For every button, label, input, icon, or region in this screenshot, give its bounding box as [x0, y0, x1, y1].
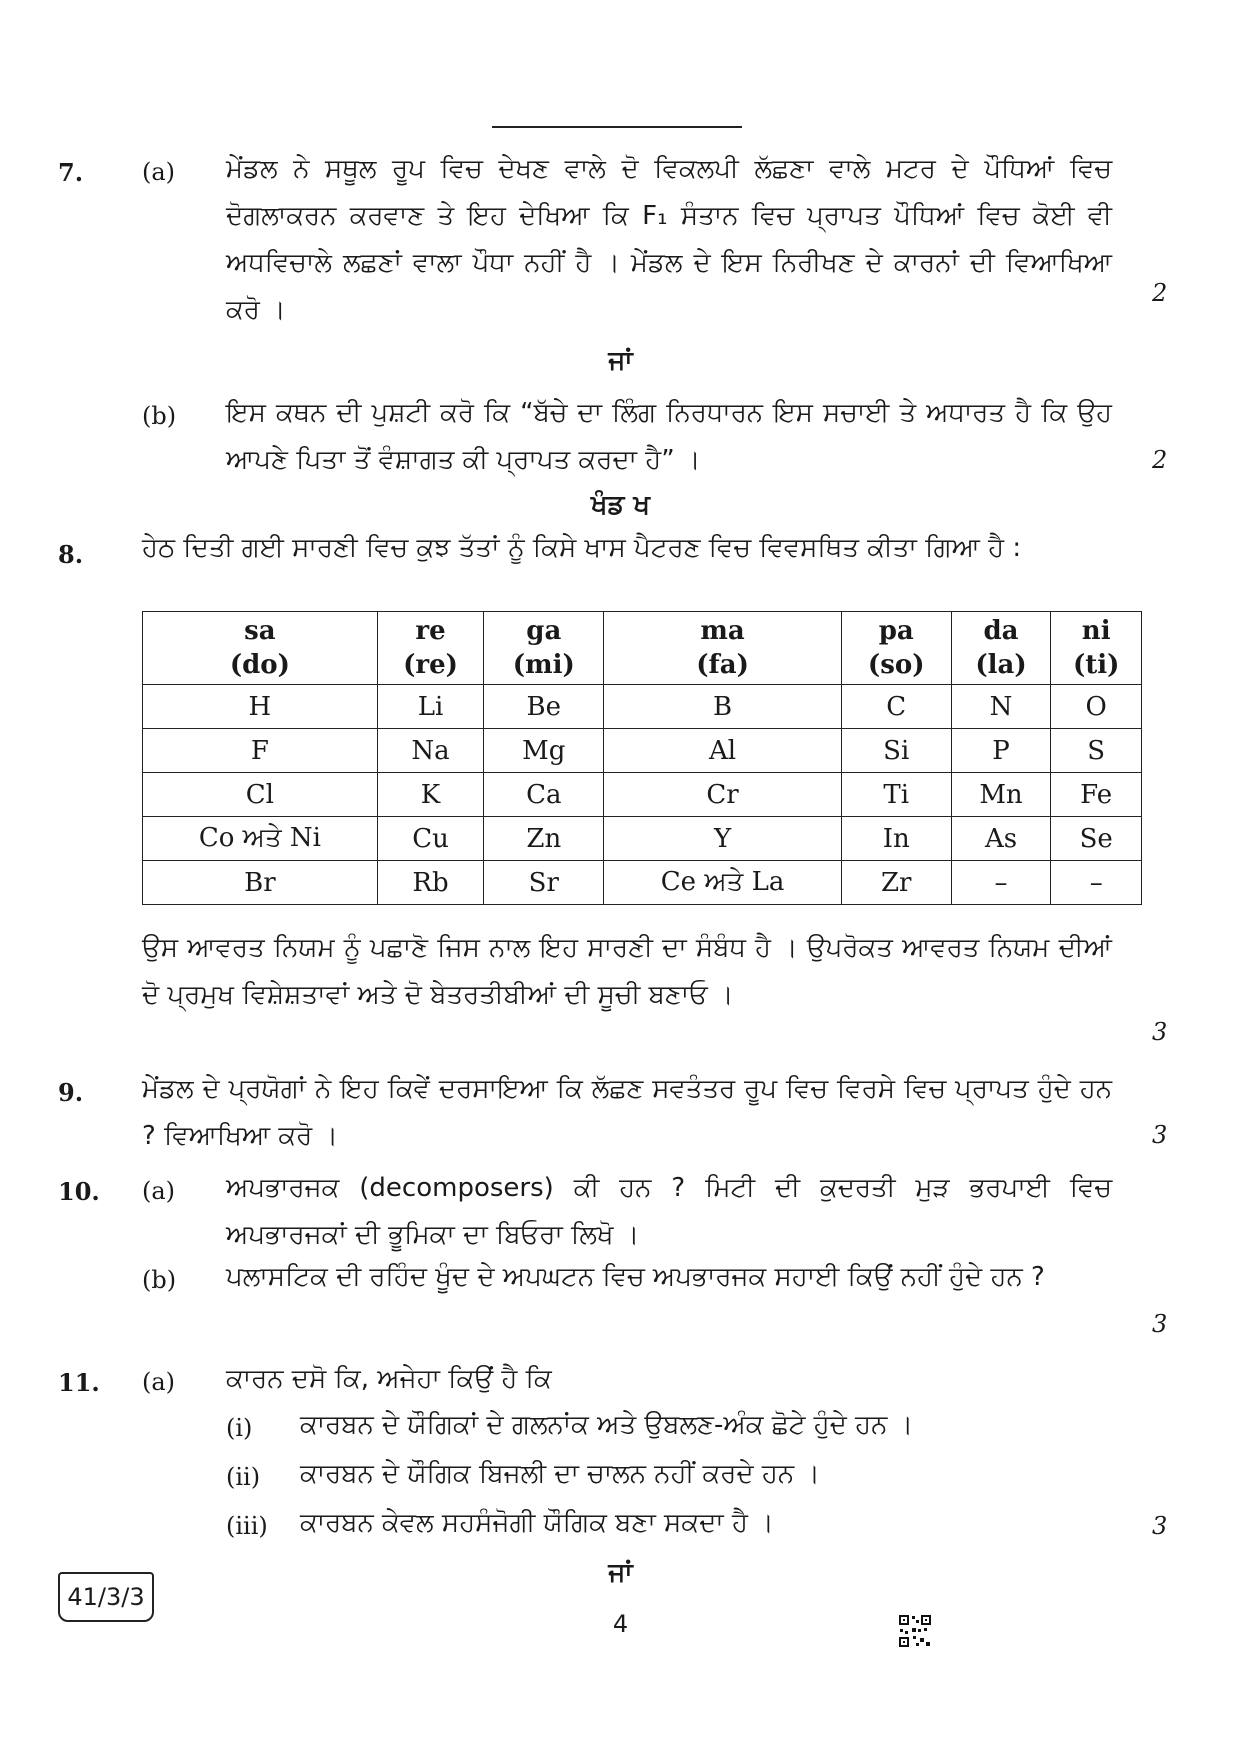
table-cell: Ti — [841, 773, 951, 817]
question-number: 7. — [58, 158, 84, 187]
table-cell: Cl — [143, 773, 378, 817]
question-number: 8. — [58, 540, 84, 569]
table-cell: Cr — [604, 773, 842, 817]
table-row — [143, 817, 1142, 861]
marks: 2 — [1152, 279, 1168, 307]
marks: 2 — [1152, 446, 1168, 474]
question-text: ਹੇਠ ਦਿਤੀ ਗਈ ਸਾਰਣੀ ਵਿਚ ਕੁਝ ਤੱਤਾਂ ਨੂੰ ਕਿਸੇ ਖਾਸ ਪੈਟਰਣ ਵਿਚ ਵਿਵਸਥਿਤ ਕੀਤਾ ਗਿਆ ਹੈ : — [142, 533, 1022, 563]
question-text: ਮੇਂਡਲ ਦੇ ਪ੍ਰਯੋਗਾਂ ਨੇ ਇਹ ਕਿਵੇਂ ਦਰਸਾਇਆ ਕਿ ਲੱਛਣ ਸਵਤੰਤਰ ਰੂਪ ਵਿਚ ਵਿਰਸੇ ਵਿਚ ਪ੍ਰਾਪਤ ਹੁੰਦੇ ਹਨ ? ਵਿਆਖਿਆ ਕਰੋ । — [142, 1074, 1112, 1151]
table-cell: Rb — [377, 861, 483, 905]
table-cell: Y — [604, 817, 842, 861]
marks: 3 — [1152, 1121, 1168, 1149]
header-cell: ni (ti) — [1051, 612, 1142, 685]
header-cell: ga (mi) — [484, 612, 604, 685]
top-divider — [492, 126, 742, 128]
header-cell: ma (fa) — [604, 612, 842, 685]
table-cell: N — [951, 685, 1051, 729]
question-text: ਪਲਾਸਟਿਕ ਦੀ ਰਹਿੰਦ ਖੂੰਦ ਦੇ ਅਪਘਟਨ ਵਿਚ ਅਪਭਾਰਜਕ ਸਹਾਈ ਕਿਉਂ ਨਹੀਂ ਹੁੰਦੇ ਹਨ ? — [226, 1262, 1045, 1292]
table-cell: Si — [841, 729, 951, 773]
table-row — [143, 861, 1142, 905]
question-text: ਅਪਭਾਰਜਕ (decomposers) ਕੀ ਹਨ ? ਮਿਟੀ ਦੀ ਕੁਦਰਤੀ ਮੁੜ ਭਰਪਾਈ ਵਿਚ ਅਪਭਾਰਜਕਾਂ ਦੀ ਭੂਮਿਕਾ ਦਾ ਬਿਓਰਾ ਲਿਖੋ । — [226, 1173, 1112, 1250]
table-cell: S — [1051, 729, 1142, 773]
table-cell: C — [841, 685, 951, 729]
item-text: ਕਾਰਬਨ ਦੇ ਯੌਗਿਕਾਂ ਦੇ ਗਲਨਾਂਕ ਅਤੇ ਉਬਲਣ-ਅੰਕ ਛੋਟੇ ਹੁੰਦੇ ਹਨ । — [300, 1410, 914, 1440]
table-row — [143, 773, 1142, 817]
header-cell: pa (so) — [841, 612, 951, 685]
table-cell: O — [1051, 685, 1142, 729]
table-cell: As — [951, 817, 1051, 861]
or-separator: ਜਾਂ — [608, 1558, 633, 1588]
item-text: ਕਾਰਬਨ ਕੇਵਲ ਸਹਸੰਜੋਗੀ ਯੌਗਿਕ ਬਣਾ ਸਕਦਾ ਹੈ । — [300, 1508, 774, 1538]
table-cell: Ca — [484, 773, 604, 817]
header-cell: sa (do) — [143, 612, 378, 685]
item-label: (iii) — [226, 1512, 268, 1540]
part-label: (a) — [142, 158, 176, 186]
page-number: 4 — [612, 1610, 629, 1638]
table-cell: Cu — [377, 817, 483, 861]
question-text: ਮੇਂਡਲ ਨੇ ਸਥੂਲ ਰੂਪ ਵਿਚ ਦੇਖਣ ਵਾਲੇ ਦੋ ਵਿਕਲਪੀ ਲੱਛਣਾ ਵਾਲੇ ਮਟਰ ਦੇ ਪੌਧਿਆਂ ਵਿਚ ਦੋਗਲਾਕਰਨ ਕਰਵਾਣ ਤੇ ਇਹ ਦੇਖਿਆ ਕਿ F₁ ਸੰਤਾਨ ਵਿਚ ਪ੍ਰਾਪਤ ਪੌਧਿਆਂ ਵਿਚ ਕੋਈ ਵੀ ਅਧਵਿਚਾਲੇ ਲਛਣਾਂ ਵਾਲਾ ਪੌਧਾ ਨਹੀਂ ਹੈ । ਮੇਂਡਲ ਦੇ ਇਸ ਨਿਰੀਖਣ ਦੇ ਕਾਰਨਾਂ ਦੀ ਵਿਆਖਿਆ ਕਰੋ । — [226, 154, 1112, 325]
paper-code: 41/3/3 — [58, 1572, 154, 1622]
question-number: 10. — [58, 1177, 100, 1206]
table-cell: Be — [484, 685, 604, 729]
table-cell: In — [841, 817, 951, 861]
table-cell: – — [1051, 861, 1142, 905]
question-number: 9. — [58, 1078, 84, 1107]
table-row — [143, 685, 1142, 729]
table-cell: H — [143, 685, 378, 729]
part-label: (a) — [142, 1368, 176, 1396]
table-cell: Zr — [841, 861, 951, 905]
item-label: (ii) — [226, 1463, 261, 1491]
elements-table — [142, 611, 1142, 905]
table-header-row — [143, 612, 1142, 685]
table-cell: F — [143, 729, 378, 773]
table-cell: – — [951, 861, 1051, 905]
question-text: ਕਾਰਨ ਦਸੋ ਕਿ, ਅਜੇਹਾ ਕਿਉਂ ਹੈ ਕਿ — [226, 1364, 552, 1394]
question-text: ਇਸ ਕਥਨ ਦੀ ਪੁਸ਼ਟੀ ਕਰੋ ਕਿ “ਬੱਚੇ ਦਾ ਲਿੰਗ ਨਿਰਧਾਰਨ ਇਸ ਸਚਾਈ ਤੇ ਅਧਾਰਤ ਹੈ ਕਿ ਉਹ ਆਪਣੇ ਪਿਤਾ ਤੋਂ ਵੰਸ਼ਾਗਤ ਕੀ ਪ੍ਰਾਪਤ ਕਰਦਾ ਹੈ” । — [226, 398, 1112, 475]
table-cell: P — [951, 729, 1051, 773]
header-cell: re (re) — [377, 612, 483, 685]
table-cell: Sr — [484, 861, 604, 905]
table-cell: Mn — [951, 773, 1051, 817]
table-cell: Ce ਅਤੇ La — [604, 861, 842, 905]
table-row — [143, 729, 1142, 773]
table-cell: B — [604, 685, 842, 729]
question-number: 11. — [58, 1368, 100, 1397]
marks: 3 — [1152, 1310, 1168, 1338]
table-cell: Na — [377, 729, 483, 773]
table-cell: Se — [1051, 817, 1142, 861]
table-cell: Br — [143, 861, 378, 905]
header-cell: da (la) — [951, 612, 1051, 685]
table-cell: Al — [604, 729, 842, 773]
table-cell: Li — [377, 685, 483, 729]
part-label: (b) — [142, 1266, 177, 1294]
table-cell: Fe — [1051, 773, 1142, 817]
part-label: (b) — [142, 402, 177, 430]
or-separator: ਜਾਂ — [608, 346, 633, 376]
table-cell: K — [377, 773, 483, 817]
table-cell: Zn — [484, 817, 604, 861]
item-label: (i) — [226, 1414, 253, 1442]
marks: 3 — [1152, 1018, 1168, 1046]
part-label: (a) — [142, 1177, 176, 1205]
table-cell: Mg — [484, 729, 604, 773]
section-heading: ਖੰਡ ਖ — [591, 490, 650, 520]
item-text: ਕਾਰਬਨ ਦੇ ਯੌਗਿਕ ਬਿਜਲੀ ਦਾ ਚਾਲਨ ਨਹੀਂ ਕਰਦੇ ਹਨ । — [300, 1459, 820, 1489]
qr-code-icon — [898, 1614, 932, 1648]
question-text: ਉਸ ਆਵਰਤ ਨਿਯਮ ਨੂੰ ਪਛਾਣੋ ਜਿਸ ਨਾਲ ਇਹ ਸਾਰਣੀ ਦਾ ਸੰਬੰਧ ਹੈ । ਉਪਰੋਕਤ ਆਵਰਤ ਨਿਯਮ ਦੀਆਂ ਦੋ ਪ੍ਰਮੁਖ ਵਿਸ਼ੇਸ਼ਤਾਵਾਂ ਅਤੇ ਦੋ ਬੇਤਰਤੀਬੀਆਂ ਦੀ ਸੂਚੀ ਬਣਾਓ । — [142, 933, 1112, 1010]
table-cell: Co ਅਤੇ Ni — [143, 817, 378, 861]
marks: 3 — [1152, 1512, 1168, 1540]
